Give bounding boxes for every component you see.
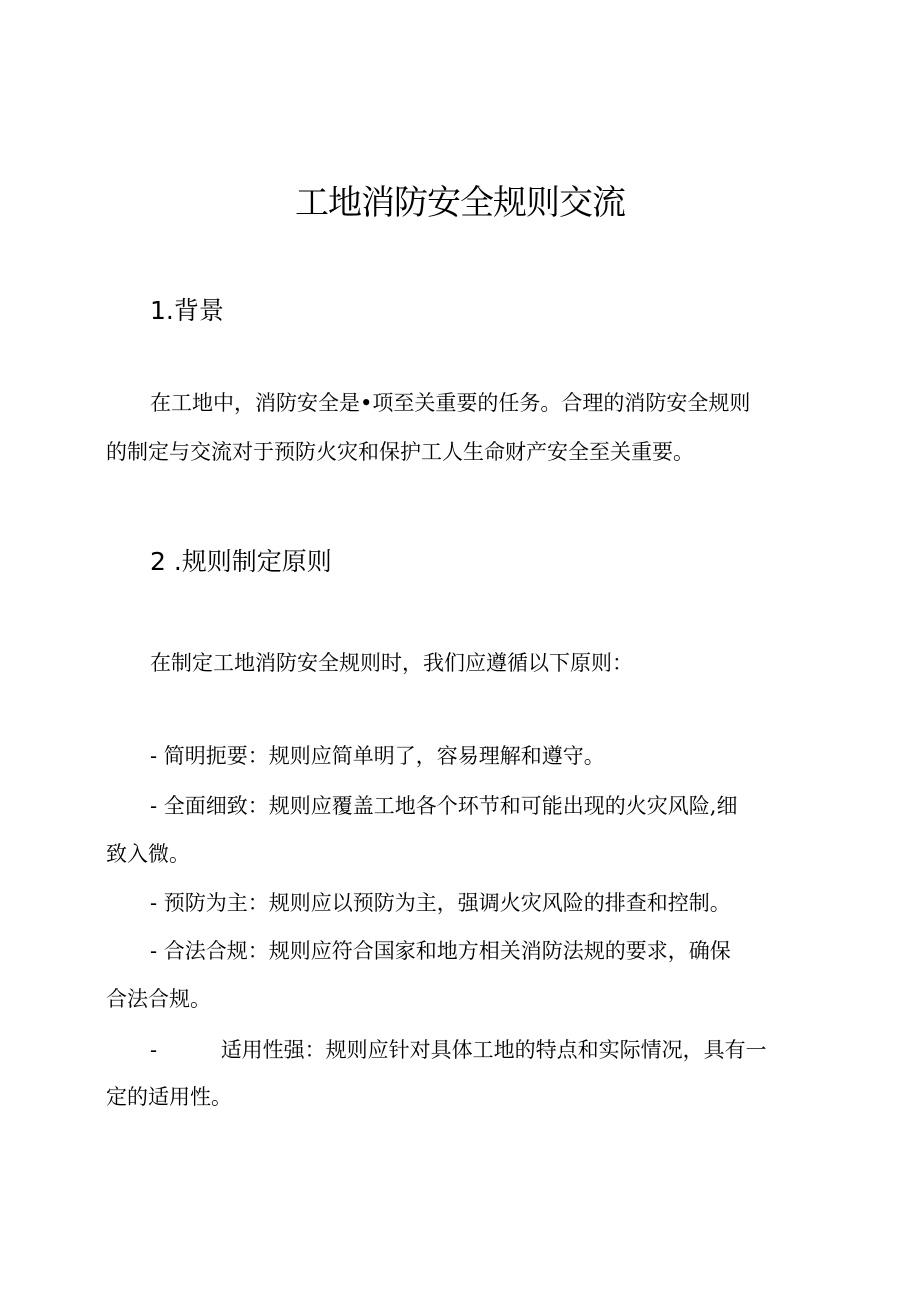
list-dash: - xyxy=(150,891,158,915)
list-dash: - xyxy=(150,744,158,768)
principle-text: 简明扼要：规则应简单明了，容易理解和遵守。 xyxy=(163,744,605,768)
list-dash: - xyxy=(150,794,158,818)
principle-text-continuation: 合法合规。 xyxy=(106,987,211,1011)
principle-item xyxy=(150,1035,767,1065)
document-title: 工地消防安全规则交流 xyxy=(295,183,625,223)
principle-text: 预防为主：规则应以预防为主，强调火灾风险的排查和控制。 xyxy=(163,891,731,915)
background-paragraph-line-2: 的制定与交流对于预防火灾和保护工人生命财产安全至关重要。 xyxy=(106,440,694,464)
background-paragraph-line-1: 在工地中，消防安全是•项至关重要的任务。合理的消防安全规则 xyxy=(150,391,751,415)
principle-item xyxy=(150,936,731,966)
principle-text-continuation: 定的适用性。 xyxy=(106,1085,232,1109)
section-heading-background: 1.背景 xyxy=(150,296,224,325)
section-heading-principles: 2 .规则制定原则 xyxy=(150,547,332,576)
principle-item xyxy=(150,888,731,918)
principle-item xyxy=(150,791,737,821)
principle-text: 全面细致：规则应覆盖工地各个环节和可能出现的火灾风险,细 xyxy=(163,794,738,818)
principle-item xyxy=(150,741,605,771)
list-dash: - xyxy=(150,1038,158,1062)
principle-text: 合法合规：规则应符合国家和地方相关消防法规的要求，确保 xyxy=(163,939,731,963)
principles-intro: 在制定工地消防安全规则时，我们应遵循以下原则： xyxy=(150,651,633,675)
principle-text: 适用性强：规则应针对具体工地的特点和实际情况，具有一 xyxy=(220,1038,767,1062)
list-dash: - xyxy=(150,939,158,963)
principle-text-continuation: 致入微。 xyxy=(106,842,190,866)
